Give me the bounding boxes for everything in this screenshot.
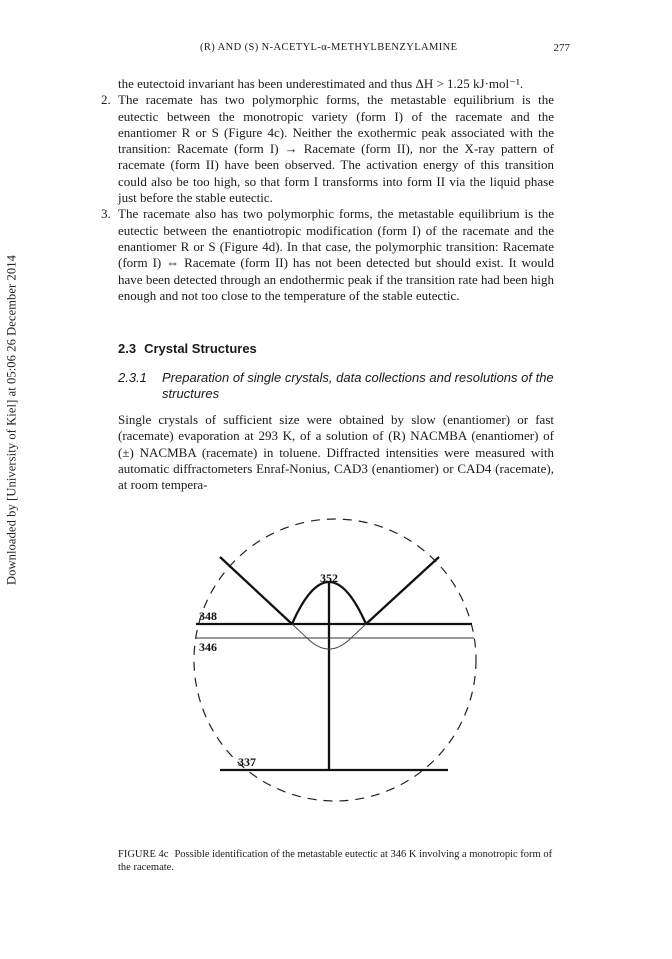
download-note-text: Downloaded by [University of Kiel] at 05:06 26 December 2014 — [4, 255, 19, 585]
label-348: 348 — [199, 609, 217, 623]
body-paragraph: Single crystals of sufficient size were obtained by slow (enantiomer) or fast (racemate) evaporation at 293 K, of a solution of (R) NACMBA (enantiomer) of (±) NACMBA (racemate) in toluene. Diffracted intensities were measured with automatic diffractometers Enraf-Nonius, CAD3 (enantiomer) or CAD4 (racemate), at room tempera- — [118, 412, 554, 493]
list-item — [101, 206, 554, 304]
label-352: 352 — [320, 571, 338, 585]
download-watermark — [2, 210, 22, 630]
phase-diagram-figure — [180, 500, 500, 830]
list-item — [101, 92, 554, 206]
figure-caption-label: FIGURE 4c — [118, 849, 169, 860]
label-346: 346 — [199, 640, 217, 654]
paragraph-continuation: the eutectoid invariant has been underestimated and thus ΔH > 1.25 kJ·mol⁻¹. — [118, 76, 524, 91]
section-heading — [118, 341, 257, 356]
figure-caption-text: Possible identification of the metastable eutectic at 346 K involving a monotropic form of the racemate. — [118, 849, 553, 873]
liquidus-left — [220, 557, 292, 624]
list-item-text: The racemate also has two polymorphic forms, the metastable equilibrium is the eutectic between the enantiotropic modification (form I) of the racemate and the enantiomer R or S (Figure 4d). In that case, the polymorphic transition: Racemate (form I) ⇔ Racemate (form II) has not been detected but should exist. It would have been detected through an endothermic peak if the transition rate had been high enough and not too close to the temperature of the stable eutectic. — [118, 206, 554, 303]
running-head: (R) AND (S) N-ACETYL-α-METHYLBENZYLAMINE — [200, 42, 458, 53]
page-number: 277 — [553, 42, 570, 54]
subsection-number: 2.3.1 — [118, 370, 147, 385]
list-item-text: The racemate has two polymorphic forms, the metastable equilibrium is the eutectic between the monotropic variety (form I) of the racemate and the enantiomer R or S (Figure 4c). Neither the exothermic peak associated with the transition: Racemate (form I) → Racemate (form II), nor the X-ray pattern of racemate (form II) have been observed. The activation energy of this transition could also be too high, so that form I transforms into form II via the liquid phase just before the stable eutectic. — [118, 92, 554, 206]
subsection-title: Preparation of single crystals, data collections and resolutions of the structures — [162, 370, 554, 401]
liquidus-right — [366, 557, 439, 624]
figure-caption — [118, 848, 554, 874]
phase-diagram — [180, 500, 500, 830]
list-item-number: 3. — [101, 206, 111, 222]
subsection-heading — [118, 370, 554, 402]
metastable-extension-right — [351, 624, 366, 638]
section-number: 2.3 — [118, 341, 137, 356]
metastable-extension-left — [292, 624, 307, 638]
label-337: 337 — [238, 755, 256, 769]
section-title: Crystal Structures — [144, 341, 257, 356]
list-item-number: 2. — [101, 92, 111, 108]
body-text-continuation — [101, 76, 554, 304]
